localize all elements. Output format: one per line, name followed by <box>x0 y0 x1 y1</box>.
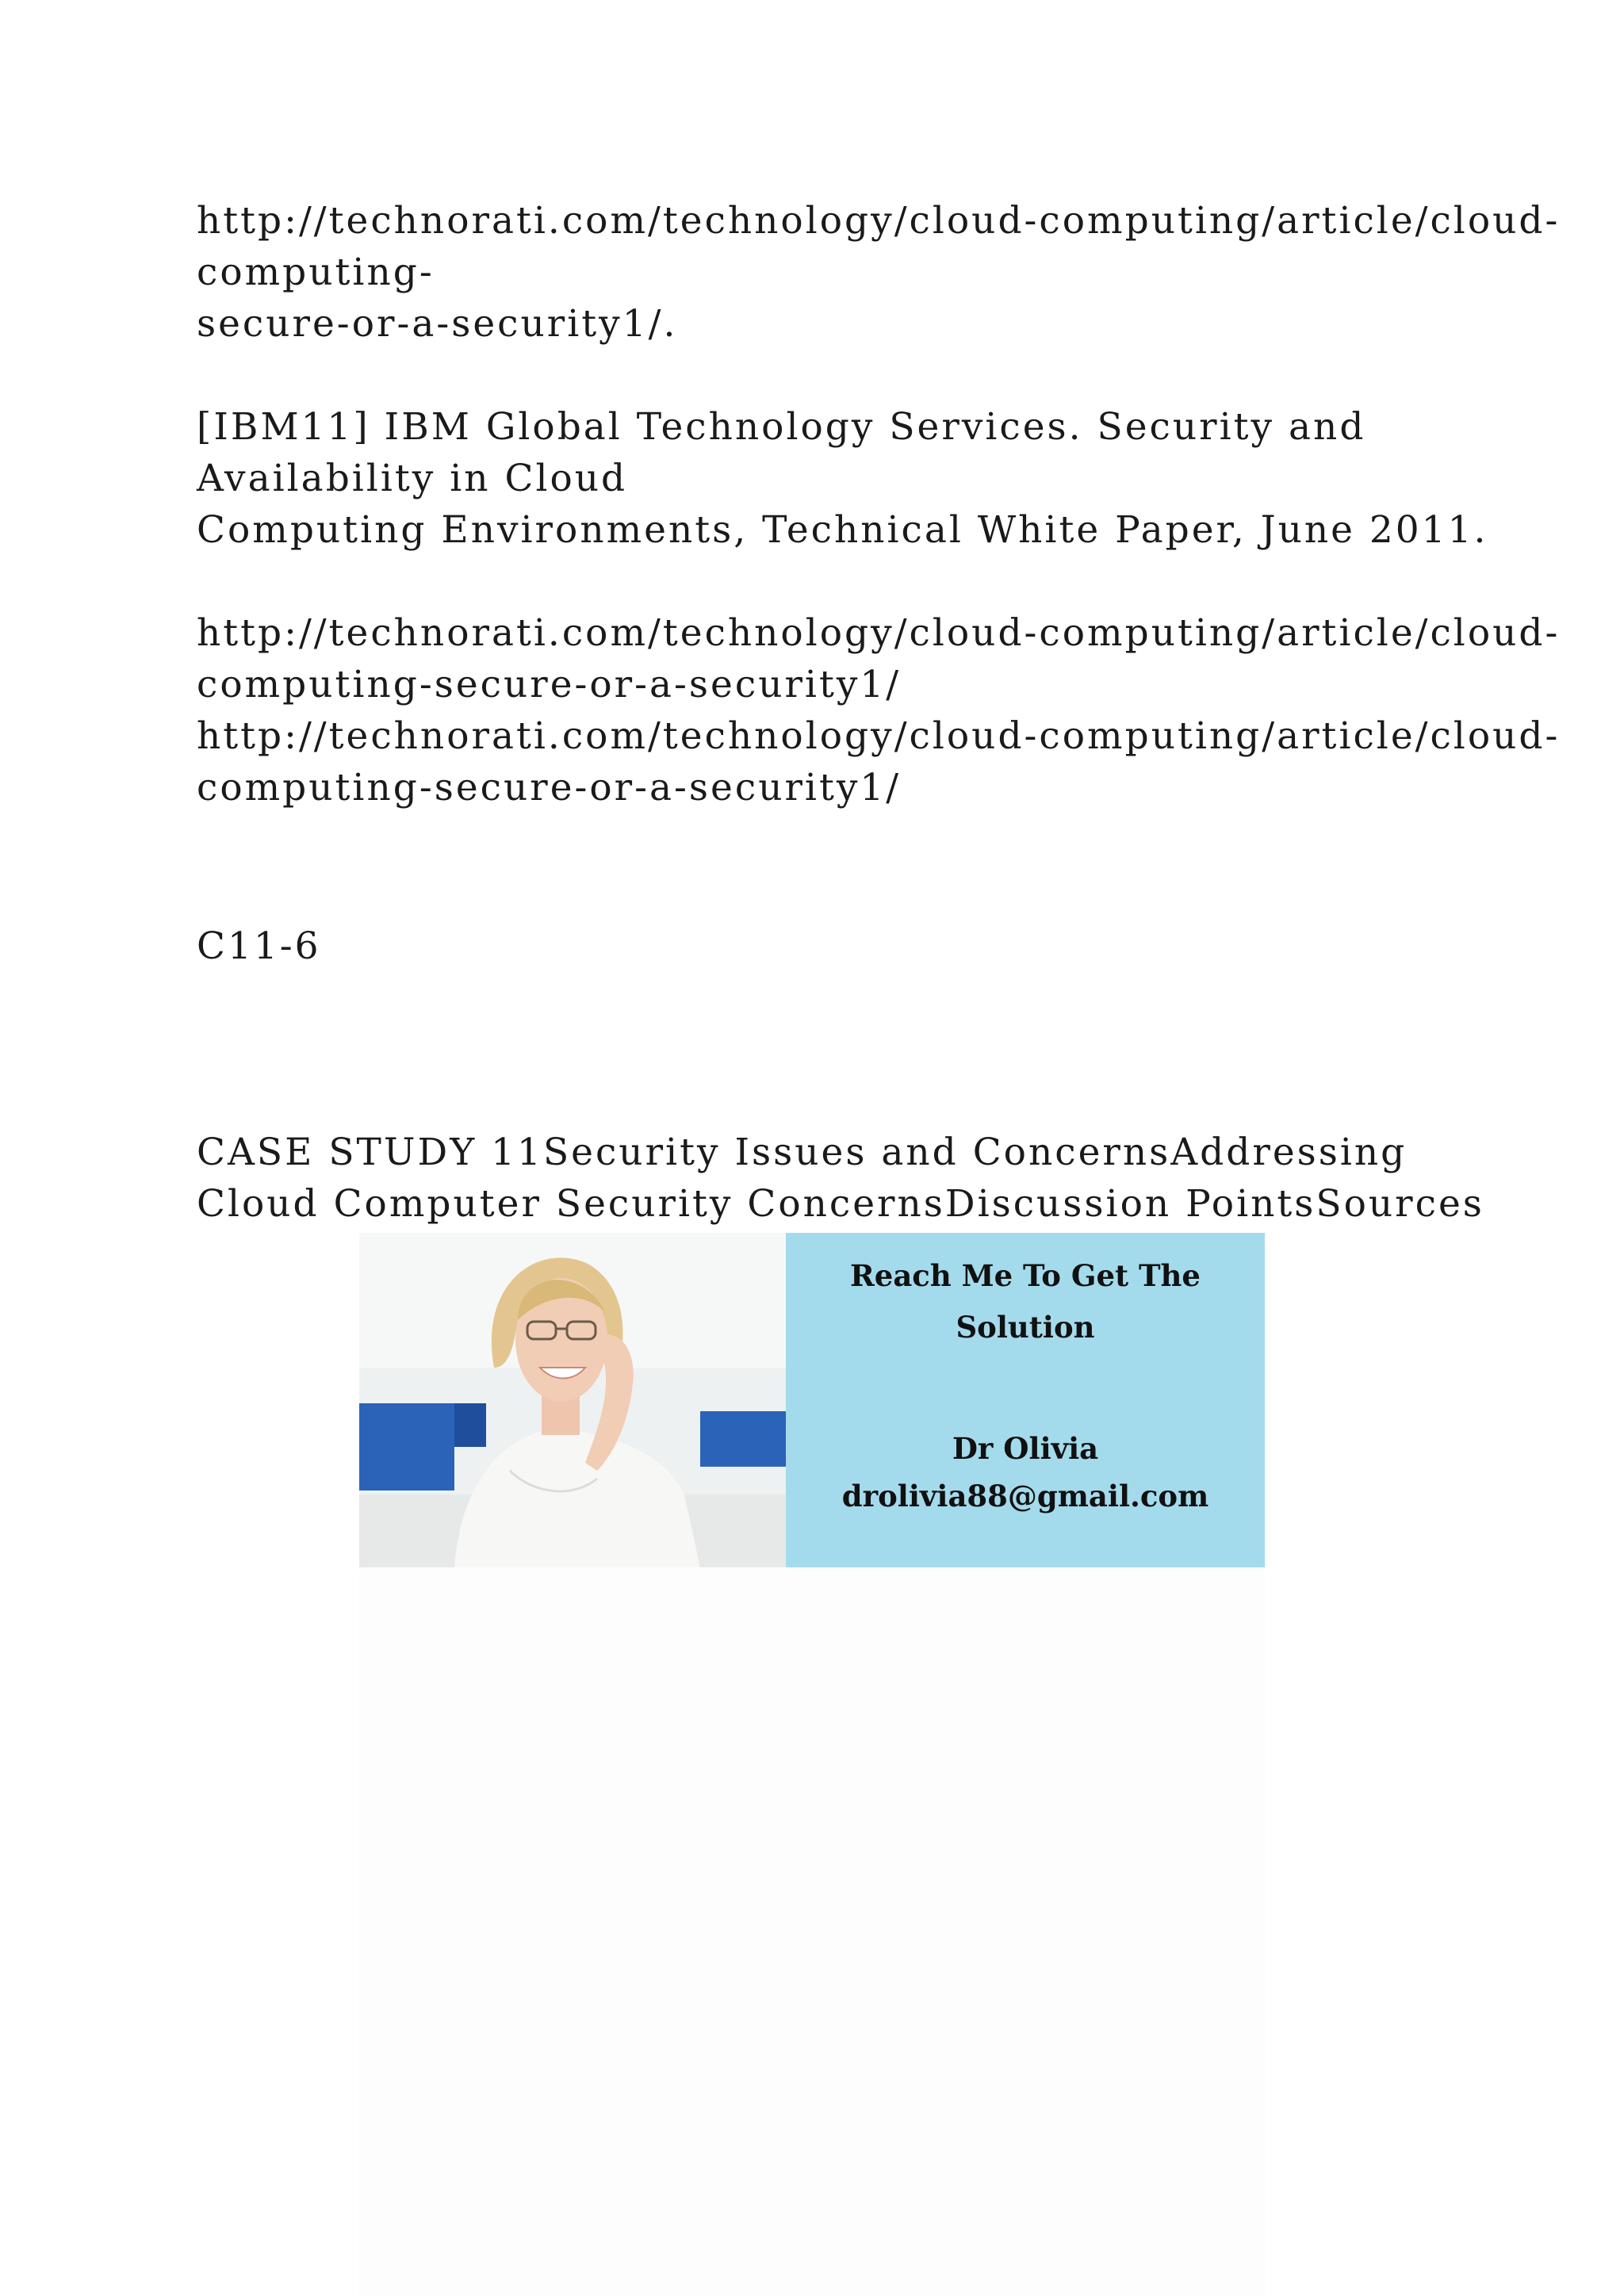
ad-contact-panel <box>786 1233 1265 1567</box>
ad-contact-name: Dr Olivia <box>952 1431 1099 1466</box>
reference-url-line: computing-secure-or-a-security1/ <box>197 663 902 706</box>
woman-portrait-illustration <box>359 1233 786 1567</box>
blank-image-area <box>359 1567 1265 2296</box>
reference-url-line: computing-secure-or-a-security1/ <box>197 766 902 809</box>
reference-url-line: http://technorati.com/technology/cloud-computing/article/cloud- <box>197 714 1561 758</box>
ad-photo-woman <box>359 1233 786 1567</box>
ad-headline: Solution <box>956 1310 1095 1345</box>
page-code: C11-6 <box>197 924 321 968</box>
reference-citation-line: [IBM11] IBM Global Technology Services. Security and <box>197 405 1366 449</box>
reference-citation-line: Computing Environments, Technical White Paper, June 2011. <box>197 508 1488 552</box>
ad-banner <box>359 1233 1265 1567</box>
reference-url-line: http://technorati.com/technology/cloud-computing/article/cloud- <box>197 611 1561 655</box>
case-study-outline-line: Cloud Computer Security ConcernsDiscussion PointsSources <box>197 1182 1484 1226</box>
ad-headline: Reach Me To Get The <box>850 1258 1201 1293</box>
reference-url-line: computing- <box>197 251 435 294</box>
case-study-outline-line: CASE STUDY 11Security Issues and ConcernsAddressing <box>197 1131 1408 1174</box>
ad-contact-email[interactable]: drolivia88@gmail.com <box>841 1479 1209 1513</box>
reference-url-line: http://technorati.com/technology/cloud-computing/article/cloud- <box>197 199 1561 243</box>
reference-url-line: secure-or-a-security1/. <box>197 302 678 346</box>
reference-citation-line: Availability in Cloud <box>197 457 628 500</box>
